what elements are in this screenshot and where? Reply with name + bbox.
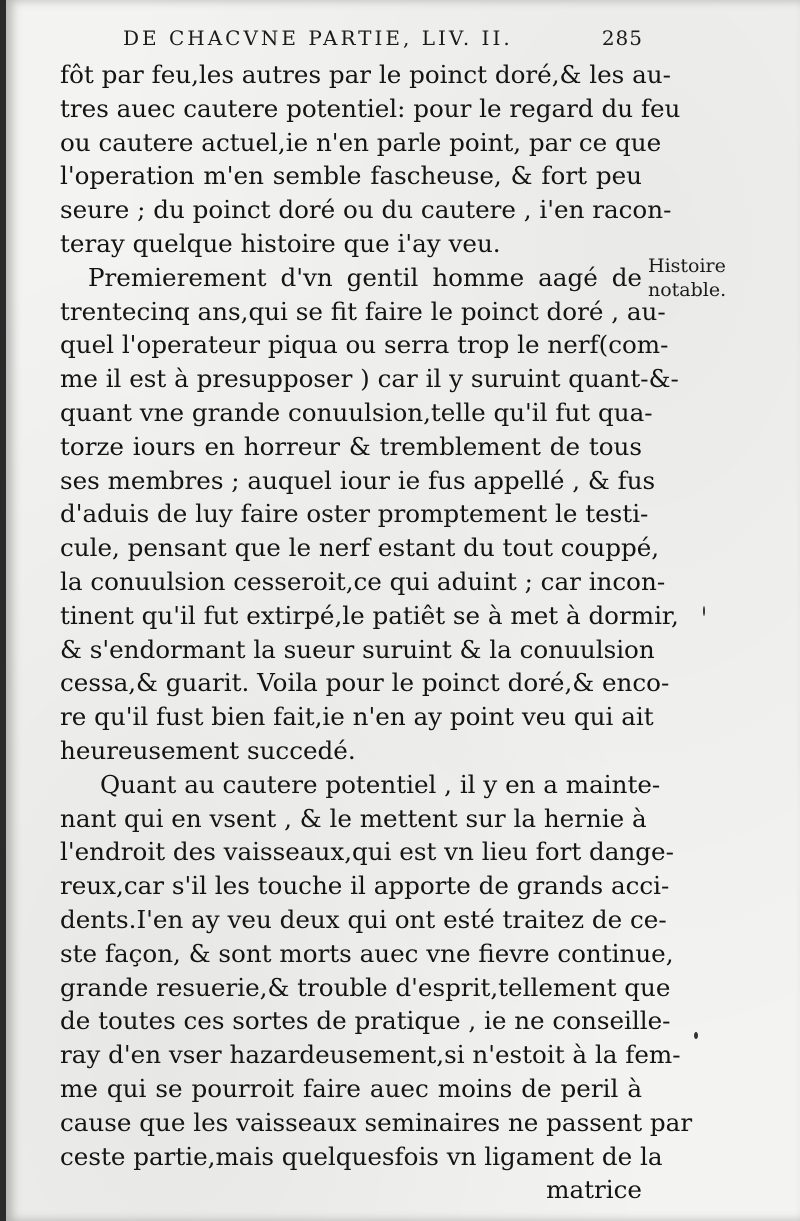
text-line: teray quelque histoire que i'ay veu. [60,228,501,258]
text-line: me il est à presupposer ) car il y suruint quant-&- [60,364,679,394]
text-line: fôt par feu,les autres par le poinct doré,& les au- [60,60,671,89]
text-line: dents.I'en ay veu deux qui ont esté traitez de ce- [60,904,667,934]
page-number: 285 [601,26,643,50]
text-line: reux,car s'il les touche il apporte de grands acci- [60,871,670,901]
text-line: ray d'en vser hazardeusement,si n'estoit à la fem- [60,1040,681,1070]
text-line: grande resuerie,& trouble d'esprit,tellement que [60,972,671,1002]
text-line: torze iours en horreur & tremblement de tous [60,431,642,461]
paragraph-start-line: Premierement d'vn gentil homme aagé de [88,262,642,292]
marginal-note [648,254,768,302]
text-line: & s'endormant la sueur suruint & la conuulsion [60,634,655,664]
running-head: DE CHACVNE PARTIE, LIV. II. [123,26,513,50]
text-line: tres auec cautere potentiel: pour le regard du feu [60,93,681,123]
text-line: ses membres ; auquel iour ie fus appellé , & fus [60,465,656,495]
text-line: ou cautere actuel,ie n'en parle point, par ce que [60,127,662,157]
text-line: seure ; du poinct doré ou du cautere , i'en racon- [60,195,672,225]
page-header [123,26,643,50]
text-line: heureusement succedé. [60,735,356,765]
text-line: ceste partie,mais quelquesfois vn ligament de la [60,1141,663,1171]
text-line: ste façon, & sont morts auec vne fievre continue, [60,938,674,968]
text-line: l'endroit des vaisseaux,qui est vn lieu fort dange- [60,837,674,867]
text-line: re qu'il fust bien fait,ie n'en ay point veu qui ait [60,702,654,732]
text-line: tinent qu'il fut extirpé,le patiêt se à met à dormir, [60,600,679,630]
text-line: cessa,& guarit. Voila pour le poinct doré,& enco- [60,668,670,698]
text-line: la conuulsion cesseroit,ce qui aduint ; car incon- [60,566,666,596]
text-line: de toutes ces sortes de pratique , ie ne conseille- [60,1006,671,1036]
text-line: cule, pensant que le nerf estant du tout couppé, [60,533,660,563]
marginal-note-line: Histoire [648,255,726,277]
paragraph-start-line: Quant au cautere potentiel , il y en a mainte- [100,769,661,799]
text-line: trentecinq ans,qui se fit faire le poinct doré , au- [60,296,666,326]
catchword: matrice [546,1175,642,1205]
text-line: l'operation m'en semble fascheuse, & fort peu [60,161,642,191]
ink-speck [703,606,705,616]
marginal-note-line: notable. [648,279,727,301]
text-line: cause que les vaisseaux seminaires ne passent par [60,1107,693,1137]
text-line: quel l'operateur piqua ou serra trop le nerf(com- [60,330,669,360]
text-line: nant qui en vsent , & le mettent sur la hernie à [60,803,647,833]
book-page [6,0,800,1221]
ink-speck [694,1032,698,1039]
text-line: d'aduis de luy faire oster promptement le testi- [60,499,649,529]
text-line: quant vne grande conuulsion,telle qu'il fut qua- [60,397,653,427]
text-line: me qui se pourroit faire auec moins de peril à [60,1073,642,1103]
